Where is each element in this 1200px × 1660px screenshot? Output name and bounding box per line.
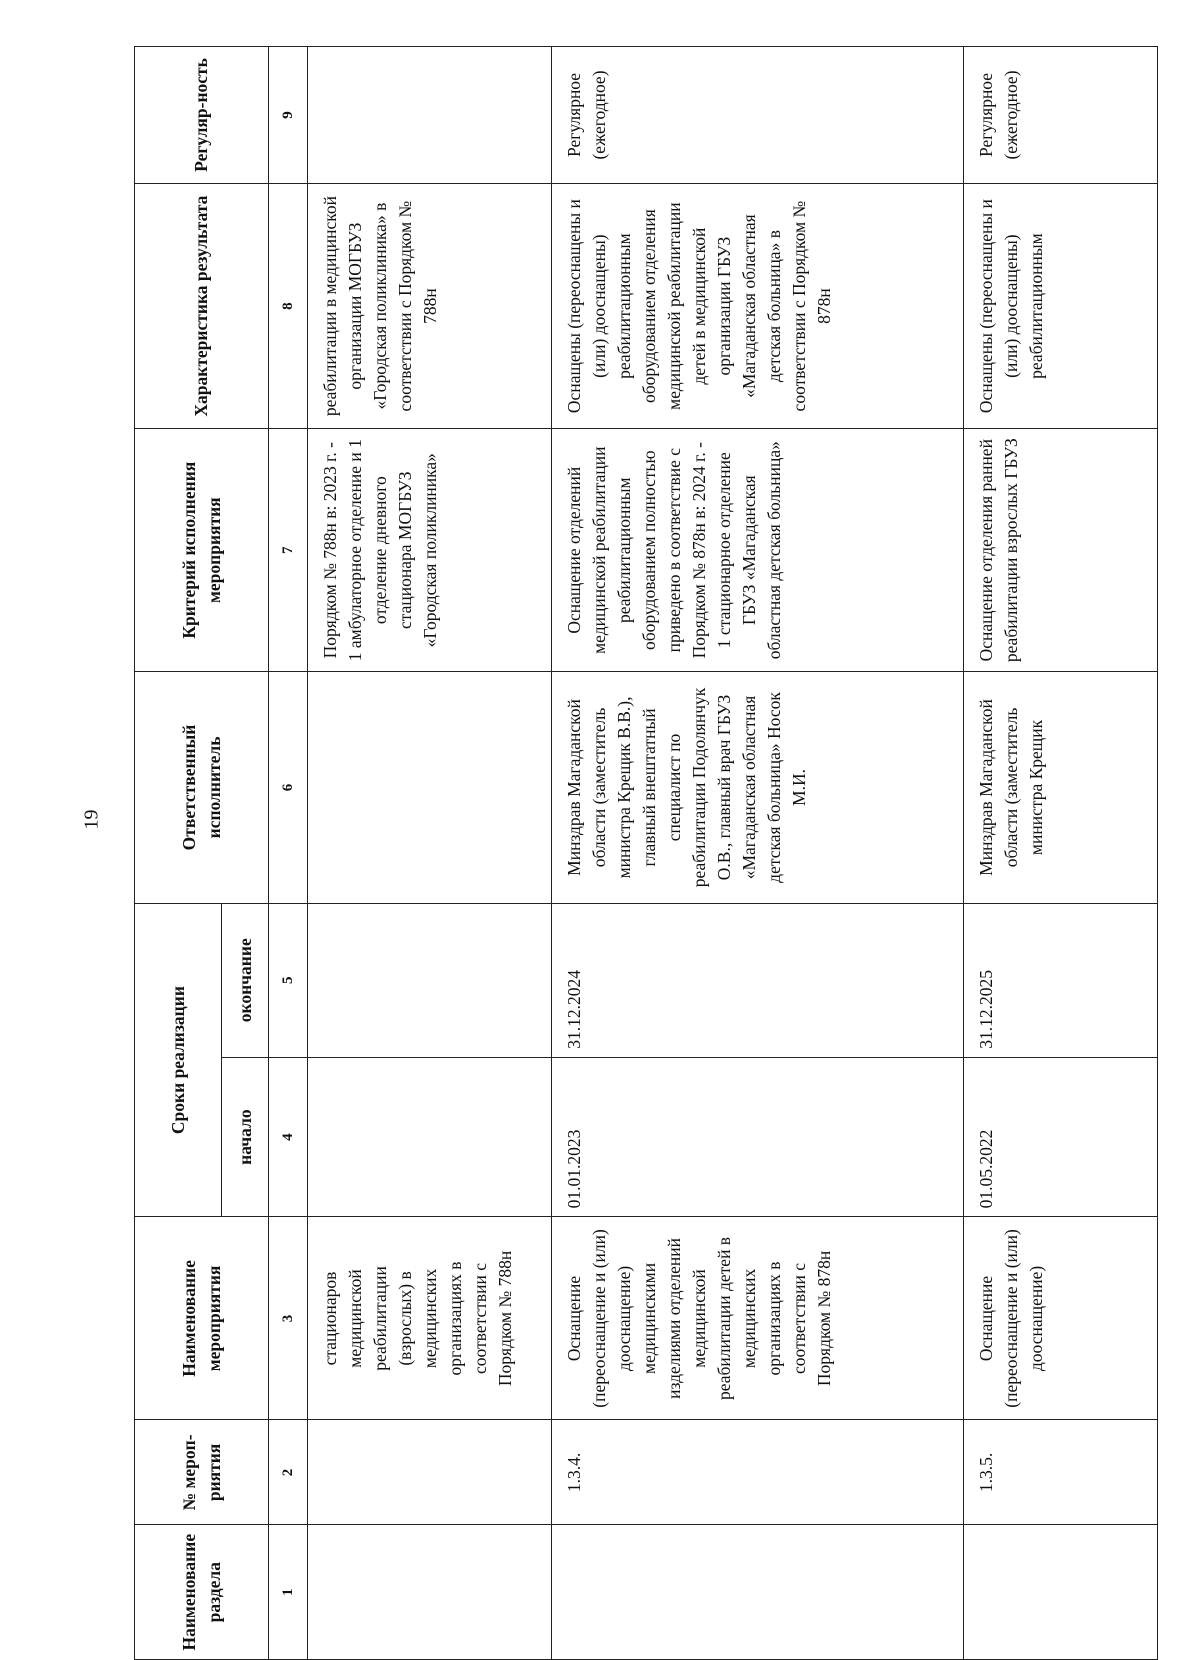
header-regularity: Регуляр-ность bbox=[135, 47, 269, 184]
header-number: № мероп-риятия bbox=[135, 1420, 269, 1525]
cell-number: 1.3.5. bbox=[964, 1420, 1158, 1525]
column-number: 6 bbox=[269, 672, 308, 904]
column-number: 4 bbox=[269, 1057, 308, 1217]
header-name: Наименование мероприятия bbox=[135, 1217, 269, 1420]
table-row bbox=[552, 47, 964, 1660]
cell-section bbox=[552, 1525, 964, 1660]
cell-responsible: Минздрав Магаданской области (заместитель министра Крещик bbox=[964, 672, 1158, 904]
column-number: 1 bbox=[269, 1525, 308, 1660]
column-number: 5 bbox=[269, 903, 308, 1057]
header-result: Характеристика результата bbox=[135, 183, 269, 428]
page-number: 19 bbox=[80, 809, 103, 830]
cell-start bbox=[308, 1057, 552, 1217]
cell-responsible bbox=[308, 672, 552, 904]
cell-section bbox=[308, 1525, 552, 1660]
cell-name: стационаров медицинской реабилитации (взрослых) в медицинских организациях в соответствии с Порядком № 788н bbox=[308, 1217, 552, 1420]
cell-result: Оснащены (переоснащены и (или) дооснащены) реабилитационным оборудованием отделения медицинской реабилитации детей в медицинской организации ГБУЗ «Магаданская областная детская больница» в соответствии с Порядком № 878н bbox=[552, 183, 964, 428]
cell-end bbox=[308, 903, 552, 1057]
header-end: окончание bbox=[222, 903, 269, 1057]
activities-table bbox=[134, 46, 1158, 1660]
column-number: 7 bbox=[269, 429, 308, 672]
header-responsible: Ответственный исполнитель bbox=[135, 672, 269, 904]
header-section: Наименование раздела bbox=[135, 1525, 269, 1660]
table-row bbox=[964, 47, 1158, 1660]
cell-regularity: Регулярное (ежегодное) bbox=[964, 47, 1158, 184]
cell-start: 01.05.2022 bbox=[964, 1057, 1158, 1217]
cell-start: 01.01.2023 bbox=[552, 1057, 964, 1217]
cell-responsible: Минздрав Магаданской области (заместитель министра Крещик В.В.), главный внештатный специалист по реабилитации Подолянчук О.В., главный врач ГБУЗ «Магаданская областная детская больница» Носок М.И. bbox=[552, 672, 964, 904]
column-number: 9 bbox=[269, 47, 308, 184]
header-row bbox=[135, 47, 222, 1660]
cell-end: 31.12.2025 bbox=[964, 903, 1158, 1057]
column-number: 2 bbox=[269, 1420, 308, 1525]
cell-section bbox=[964, 1525, 1158, 1660]
cell-result: Оснащены (переоснащены и (или) дооснащены) реабилитационным bbox=[964, 183, 1158, 428]
header-terms: Сроки реализации bbox=[135, 903, 222, 1217]
cell-name: Оснащение (переоснащение и (или) дооснащение) медицинскими изделиями отделений медицинской реабилитации детей в медицинских организациях в соответствии с Порядком № 878н bbox=[552, 1217, 964, 1420]
header-start: начало bbox=[222, 1057, 269, 1217]
column-numbers-row bbox=[269, 47, 308, 1660]
header-criterion: Критерий исполнения мероприятия bbox=[135, 429, 269, 672]
cell-criterion: Оснащение отделений медицинской реабилитации реабилитационным оборудованием полностью приведено в соответствие с Порядком № 878н в: 2024 г. - 1 стационарное отделение ГБУЗ «Магаданская областная детская больница» bbox=[552, 429, 964, 672]
cell-regularity: Регулярное (ежегодное) bbox=[552, 47, 964, 184]
cell-regularity bbox=[308, 47, 552, 184]
cell-number bbox=[308, 1420, 552, 1525]
cell-criterion: Порядком № 788н в: 2023 г. - 1 амбулаторное отделение и 1 отделение дневного стационара МОГБУЗ «Городская поликлиника» bbox=[308, 429, 552, 672]
cell-result: реабилитации в медицинской организации МОГБУЗ «Городская поликлиника» в соответствии с Порядком № 788н bbox=[308, 183, 552, 428]
column-number: 8 bbox=[269, 183, 308, 428]
cell-criterion: Оснащение отделения ранней реабилитации взрослых ГБУЗ bbox=[964, 429, 1158, 672]
cell-name: Оснащение (переоснащение и (или) дооснащение) bbox=[964, 1217, 1158, 1420]
table-row bbox=[308, 47, 552, 1660]
cell-number: 1.3.4. bbox=[552, 1420, 964, 1525]
column-number: 3 bbox=[269, 1217, 308, 1420]
table-rotated-container bbox=[134, 46, 1134, 1660]
cell-end: 31.12.2024 bbox=[552, 903, 964, 1057]
